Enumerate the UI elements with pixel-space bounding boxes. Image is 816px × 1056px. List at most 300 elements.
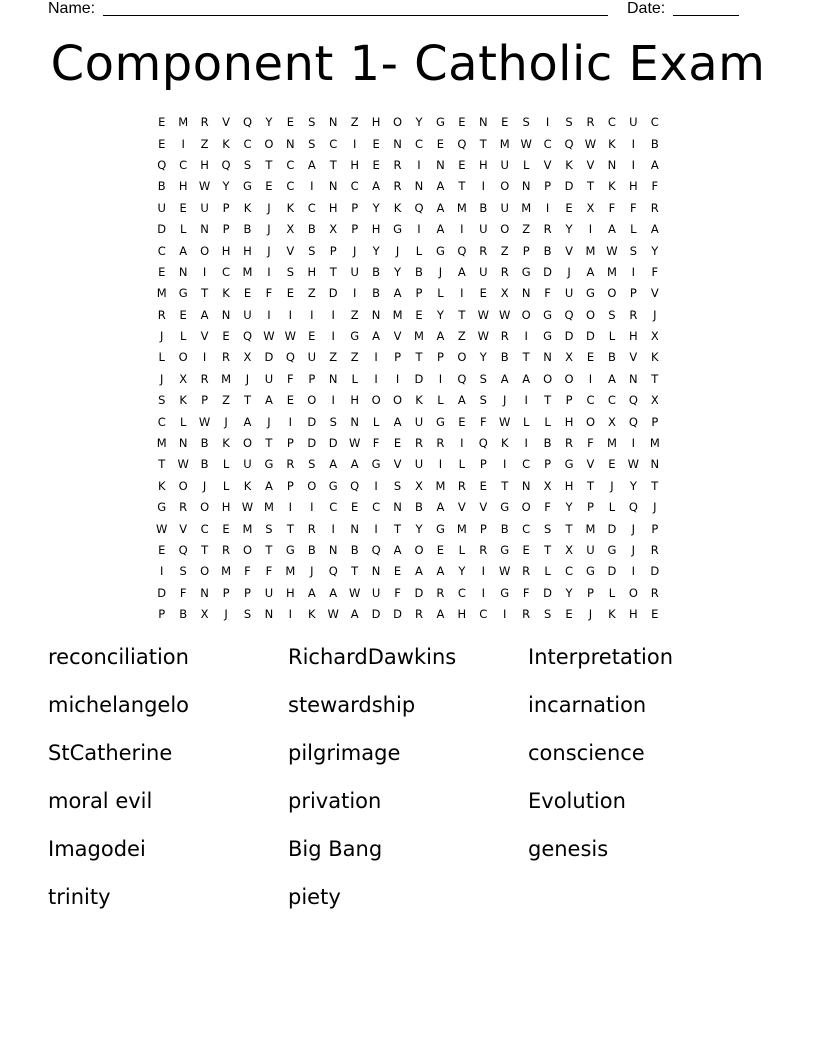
grid-row — [151, 476, 667, 497]
grid-letter: H — [243, 243, 252, 258]
grid-letter: M — [156, 286, 167, 301]
grid-letter: F — [394, 585, 401, 600]
grid-letter: X — [607, 414, 616, 429]
grid-letter: R — [500, 329, 509, 344]
grid-letter: W — [584, 136, 597, 151]
grid-letter: O — [500, 179, 510, 194]
grid-letter: I — [524, 329, 528, 344]
grid-letter: R — [457, 478, 466, 493]
grid-letter: K — [500, 436, 509, 451]
grid-letter: Y — [265, 115, 273, 130]
grid-letter: G — [607, 543, 617, 557]
grid-letter: N — [178, 264, 188, 279]
grid-letter: Q — [371, 543, 381, 557]
grid-letter: S — [629, 243, 637, 258]
grid-letter: C — [565, 564, 574, 579]
grid-letter: C — [329, 500, 338, 515]
grid-letter: U — [350, 264, 359, 279]
grid-letter: N — [521, 179, 531, 194]
grid-letter: F — [287, 371, 294, 386]
grid-letter: R — [650, 585, 659, 600]
grid-letter: O — [521, 500, 531, 515]
grid-letter: L — [608, 500, 616, 515]
grid-letter: S — [608, 307, 616, 322]
grid-letter: N — [521, 478, 531, 493]
grid-letter: P — [565, 393, 573, 408]
grid-letter: M — [606, 436, 617, 451]
grid-letter: O — [242, 543, 252, 557]
grid-letter: N — [221, 307, 231, 322]
grid-letter: I — [374, 521, 378, 536]
grid-letter: G — [178, 286, 188, 301]
grid-letter: L — [544, 564, 551, 579]
grid-letter: U — [157, 200, 166, 215]
grid-letter: H — [307, 264, 317, 279]
grid-letter: Y — [415, 115, 423, 130]
grid-letter: X — [586, 200, 595, 215]
grid-letter: E — [479, 286, 487, 301]
grid-letter: A — [264, 393, 273, 408]
grid-letter: I — [438, 371, 443, 386]
grid-letter: R — [500, 264, 509, 279]
grid-letter: I — [202, 350, 207, 365]
grid-letter: V — [650, 286, 659, 301]
grid-letter: Q — [564, 307, 574, 322]
grid-letter: U — [479, 222, 488, 237]
grid-letter: G — [435, 521, 445, 536]
grid-letter: A — [522, 371, 531, 386]
word-list-item: conscience — [528, 741, 645, 765]
grid-letter: A — [436, 607, 445, 622]
grid-letter: D — [328, 286, 338, 301]
grid-letter: D — [607, 564, 617, 579]
grid-letter: S — [565, 115, 573, 130]
grid-letter: K — [608, 179, 616, 194]
grid-letter: R — [565, 436, 574, 451]
grid-letter: Y — [565, 500, 573, 515]
grid-letter: T — [651, 478, 659, 493]
grid-letter: F — [608, 200, 616, 215]
grid-letter: Y — [372, 200, 380, 215]
grid-letter: J — [631, 543, 636, 557]
word-list-item: michelangelo — [48, 693, 190, 717]
grid-letter: M — [263, 500, 274, 515]
grid-letter: Q — [157, 157, 167, 172]
grid-letter: C — [607, 115, 616, 130]
grid-letter: L — [522, 414, 530, 429]
grid-letter: N — [629, 371, 638, 386]
grid-letter: M — [221, 564, 231, 579]
word-list — [48, 640, 768, 928]
grid-letter: N — [436, 157, 445, 172]
grid-letter: C — [307, 200, 316, 215]
grid-letter: G — [435, 414, 445, 429]
grid-letter: I — [310, 500, 314, 515]
grid-letter: R — [179, 500, 188, 515]
grid-letter: I — [267, 264, 271, 279]
grid-letter: I — [267, 307, 271, 322]
letter-grid — [151, 112, 667, 625]
word-list-item: Interpretation — [528, 645, 674, 669]
grid-letter: V — [586, 157, 595, 172]
grid-row — [151, 347, 667, 368]
grid-letter: M — [221, 371, 231, 386]
grid-letter: L — [544, 414, 551, 429]
grid-letter: A — [243, 414, 252, 429]
grid-letter: R — [522, 607, 531, 622]
grid-letter: Y — [479, 350, 487, 365]
grid-row — [151, 262, 667, 283]
grid-letter: O — [393, 393, 403, 408]
grid-letter: U — [243, 457, 252, 472]
grid-letter: S — [243, 157, 252, 172]
grid-letter: T — [265, 157, 273, 172]
grid-letter: I — [374, 371, 378, 386]
grid-letter: U — [500, 157, 509, 172]
grid-letter: P — [201, 393, 209, 408]
grid-letter: V — [393, 329, 402, 344]
grid-letter: T — [586, 478, 594, 493]
grid-letter: T — [544, 543, 552, 557]
grid-letter: P — [329, 243, 337, 258]
grid-letter: G — [564, 457, 574, 472]
grid-letter: W — [477, 329, 489, 344]
grid-letter: Y — [651, 243, 659, 258]
grid-letter: Q — [628, 414, 638, 429]
grid-letter: K — [308, 607, 316, 622]
grid-row — [151, 604, 667, 625]
grid-letter: O — [585, 414, 595, 429]
grid-letter: X — [565, 543, 573, 557]
grid-letter: J — [310, 564, 314, 579]
grid-letter: P — [394, 350, 401, 365]
grid-letter: J — [224, 414, 228, 429]
grid-letter: G — [500, 543, 510, 557]
grid-letter: C — [650, 115, 659, 130]
grid-letter: B — [372, 264, 381, 279]
grid-letter: U — [414, 414, 424, 429]
grid-row — [151, 540, 667, 561]
grid-letter: H — [564, 414, 574, 429]
grid-letter: D — [650, 564, 660, 579]
grid-letter: A — [607, 371, 616, 386]
grid-letter: P — [587, 585, 594, 600]
grid-letter: L — [372, 414, 380, 429]
grid-letter: J — [610, 478, 614, 493]
grid-letter: F — [265, 286, 273, 301]
grid-letter: C — [543, 136, 552, 151]
grid-letter: H — [178, 179, 188, 194]
grid-letter: E — [158, 115, 166, 130]
grid-letter: I — [417, 222, 421, 237]
word-list-item: stewardship — [288, 693, 416, 717]
grid-letter: E — [158, 264, 166, 279]
grid-letter: D — [157, 222, 167, 237]
grid-letter: N — [371, 307, 381, 322]
grid-letter: N — [200, 585, 209, 600]
grid-letter: T — [201, 543, 209, 557]
grid-letter: G — [586, 564, 595, 579]
grid-letter: I — [588, 222, 593, 237]
grid-letter: R — [222, 543, 231, 557]
grid-letter: F — [479, 414, 487, 429]
grid-letter: I — [631, 436, 636, 451]
grid-letter: N — [371, 564, 381, 579]
grid-letter: I — [631, 136, 636, 151]
grid-letter: Y — [436, 307, 444, 322]
grid-letter: I — [545, 115, 550, 130]
grid-letter: U — [629, 115, 638, 130]
grid-letter: K — [608, 136, 616, 151]
grid-letter: E — [222, 329, 230, 344]
grid-letter: Q — [564, 136, 574, 151]
grid-letter: U — [371, 585, 381, 600]
grid-letter: U — [307, 350, 316, 365]
grid-letter: A — [650, 157, 659, 172]
grid-letter: I — [352, 286, 357, 301]
grid-letter: R — [414, 607, 423, 622]
grid-letter: W — [156, 521, 168, 536]
grid-letter: M — [585, 243, 596, 258]
grid-letter: D — [414, 371, 424, 386]
grid-letter: O — [457, 350, 467, 365]
grid-letter: L — [222, 457, 230, 472]
grid-letter: P — [436, 350, 444, 365]
grid-letter: K — [243, 200, 252, 215]
grid-letter: I — [631, 157, 636, 172]
grid-letter: N — [521, 286, 531, 301]
grid-letter: J — [224, 607, 228, 622]
grid-letter: C — [157, 243, 166, 258]
grid-letter: V — [200, 329, 209, 344]
grid-letter: W — [499, 564, 511, 579]
grid-letter: I — [481, 564, 485, 579]
grid-letter: J — [653, 500, 657, 515]
grid-letter: O — [200, 243, 210, 258]
grid-letter: R — [414, 436, 423, 451]
grid-letter: I — [181, 136, 185, 151]
grid-letter: E — [565, 200, 573, 215]
page-title: Component 1- Catholic Exam — [50, 36, 766, 92]
grid-letter: U — [564, 286, 574, 301]
grid-letter: W — [198, 414, 211, 429]
grid-letter: R — [522, 564, 531, 579]
grid-letter: C — [329, 136, 338, 151]
grid-letter: L — [437, 286, 444, 301]
grid-letter: X — [543, 478, 552, 493]
grid-letter: T — [201, 286, 209, 301]
grid-letter: D — [264, 350, 274, 365]
grid-letter: R — [200, 115, 209, 130]
grid-letter: O — [178, 350, 188, 365]
grid-row — [151, 198, 667, 219]
grid-letter: P — [308, 371, 316, 386]
grid-letter: T — [522, 350, 530, 365]
grid-letter: P — [286, 478, 294, 493]
grid-letter: I — [524, 436, 528, 451]
grid-letter: B — [543, 436, 552, 451]
grid-letter: M — [456, 200, 467, 215]
grid-letter: F — [522, 585, 530, 600]
grid-letter: A — [586, 264, 595, 279]
word-list-item: RichardDawkins — [288, 645, 457, 669]
grid-letter: J — [567, 264, 571, 279]
grid-letter: Q — [178, 543, 188, 557]
grid-letter: G — [586, 286, 595, 301]
grid-letter: T — [286, 521, 294, 536]
grid-letter: N — [393, 500, 402, 515]
grid-letter: I — [331, 521, 335, 536]
grid-letter: E — [158, 136, 166, 151]
word-list-item: StCatherine — [48, 741, 173, 765]
grid-letter: W — [177, 457, 189, 472]
grid-letter: E — [372, 157, 380, 172]
grid-letter: A — [200, 307, 209, 322]
grid-letter: K — [565, 157, 573, 172]
grid-letter: R — [393, 157, 402, 172]
grid-letter: W — [606, 243, 618, 258]
grid-letter: W — [477, 307, 489, 322]
grid-letter: I — [481, 179, 485, 194]
grid-letter: U — [479, 264, 488, 279]
grid-letter: W — [627, 457, 640, 472]
grid-letter: Q — [457, 243, 467, 258]
grid-letter: E — [415, 307, 423, 322]
grid-letter: J — [352, 243, 357, 258]
grid-letter: I — [524, 393, 528, 408]
grid-letter: D — [371, 607, 381, 622]
grid-letter: G — [435, 115, 445, 130]
grid-row — [151, 411, 667, 432]
grid-letter: T — [158, 457, 166, 472]
grid-letter: D — [543, 264, 553, 279]
grid-letter: C — [200, 521, 209, 536]
grid-letter: E — [565, 607, 573, 622]
grid-letter: O — [414, 543, 424, 557]
grid-letter: C — [350, 179, 359, 194]
grid-letter: R — [650, 200, 659, 215]
grid-letter: E — [608, 457, 616, 472]
grid-letter: X — [500, 286, 509, 301]
grid-letter: Q — [242, 329, 252, 344]
grid-letter: Y — [415, 521, 423, 536]
grid-letter: Z — [222, 393, 230, 408]
grid-letter: S — [329, 414, 337, 429]
grid-letter: B — [650, 136, 659, 151]
grid-letter: T — [265, 436, 273, 451]
grid-letter: I — [503, 457, 507, 472]
grid-letter: W — [263, 329, 275, 344]
grid-letter: O — [543, 371, 553, 386]
grid-letter: S — [308, 136, 316, 151]
grid-letter: M — [242, 521, 253, 536]
grid-letter: F — [544, 286, 551, 301]
grid-letter: O — [307, 393, 317, 408]
grid-letter: N — [393, 136, 402, 151]
grid-letter: Q — [628, 500, 638, 515]
grid-letter: O — [264, 136, 274, 151]
grid-row — [151, 326, 667, 347]
grid-letter: I — [503, 607, 507, 622]
grid-letter: E — [286, 393, 294, 408]
grid-letter: W — [499, 414, 511, 429]
grid-letter: X — [415, 478, 423, 493]
grid-letter: C — [286, 157, 295, 172]
grid-letter: M — [178, 115, 189, 130]
grid-letter: J — [503, 393, 507, 408]
grid-letter: N — [414, 179, 424, 194]
grid-letter: X — [650, 329, 659, 344]
grid-letter: F — [587, 436, 594, 451]
grid-letter: L — [179, 329, 187, 344]
grid-letter: E — [179, 200, 187, 215]
grid-letter: B — [200, 457, 209, 472]
grid-letter: S — [286, 264, 294, 279]
grid-row — [151, 369, 667, 390]
grid-letter: J — [395, 243, 400, 258]
grid-letter: A — [329, 457, 338, 472]
grid-letter: B — [372, 286, 381, 301]
grid-letter: M — [499, 136, 510, 151]
grid-letter: M — [414, 329, 424, 344]
grid-letter: V — [629, 350, 638, 365]
grid-letter: J — [267, 200, 271, 215]
word-list-item: incarnation — [528, 693, 647, 717]
grid-letter: O — [607, 286, 617, 301]
grid-letter: I — [331, 307, 335, 322]
grid-letter: C — [157, 414, 166, 429]
grid-letter: E — [522, 543, 530, 557]
grid-letter: F — [630, 200, 637, 215]
grid-letter: S — [243, 607, 252, 622]
grid-letter: C — [222, 264, 231, 279]
grid-letter: M — [285, 564, 296, 579]
grid-letter: K — [286, 200, 295, 215]
grid-letter: P — [587, 500, 594, 515]
grid-letter: W — [284, 329, 297, 344]
grid-letter: E — [393, 564, 402, 579]
grid-letter: L — [608, 329, 616, 344]
grid-letter: I — [288, 500, 293, 515]
grid-letter: S — [308, 115, 316, 130]
grid-letter: A — [393, 543, 402, 557]
grid-letter: E — [179, 307, 187, 322]
grid-letter: G — [543, 307, 553, 322]
grid-letter: N — [200, 222, 209, 237]
grid-letter: C — [607, 393, 616, 408]
grid-letter: Y — [222, 179, 230, 194]
grid-letter: J — [438, 264, 443, 279]
grid-letter: D — [157, 585, 167, 600]
grid-letter: C — [243, 136, 252, 151]
grid-row — [151, 518, 667, 539]
grid-letter: E — [286, 115, 294, 130]
grid-letter: M — [156, 436, 167, 451]
grid-row — [151, 583, 667, 604]
grid-letter: L — [351, 371, 358, 386]
grid-letter: I — [460, 436, 464, 451]
grid-letter: X — [329, 222, 338, 237]
grid-letter: V — [179, 521, 188, 536]
grid-letter: M — [242, 264, 253, 279]
grid-letter: T — [565, 521, 573, 536]
grid-letter: P — [479, 457, 487, 472]
grid-letter: V — [286, 243, 295, 258]
grid-letter: E — [286, 286, 294, 301]
grid-letter: R — [650, 543, 659, 557]
grid-letter: K — [415, 393, 423, 408]
grid-letter: K — [393, 200, 402, 215]
